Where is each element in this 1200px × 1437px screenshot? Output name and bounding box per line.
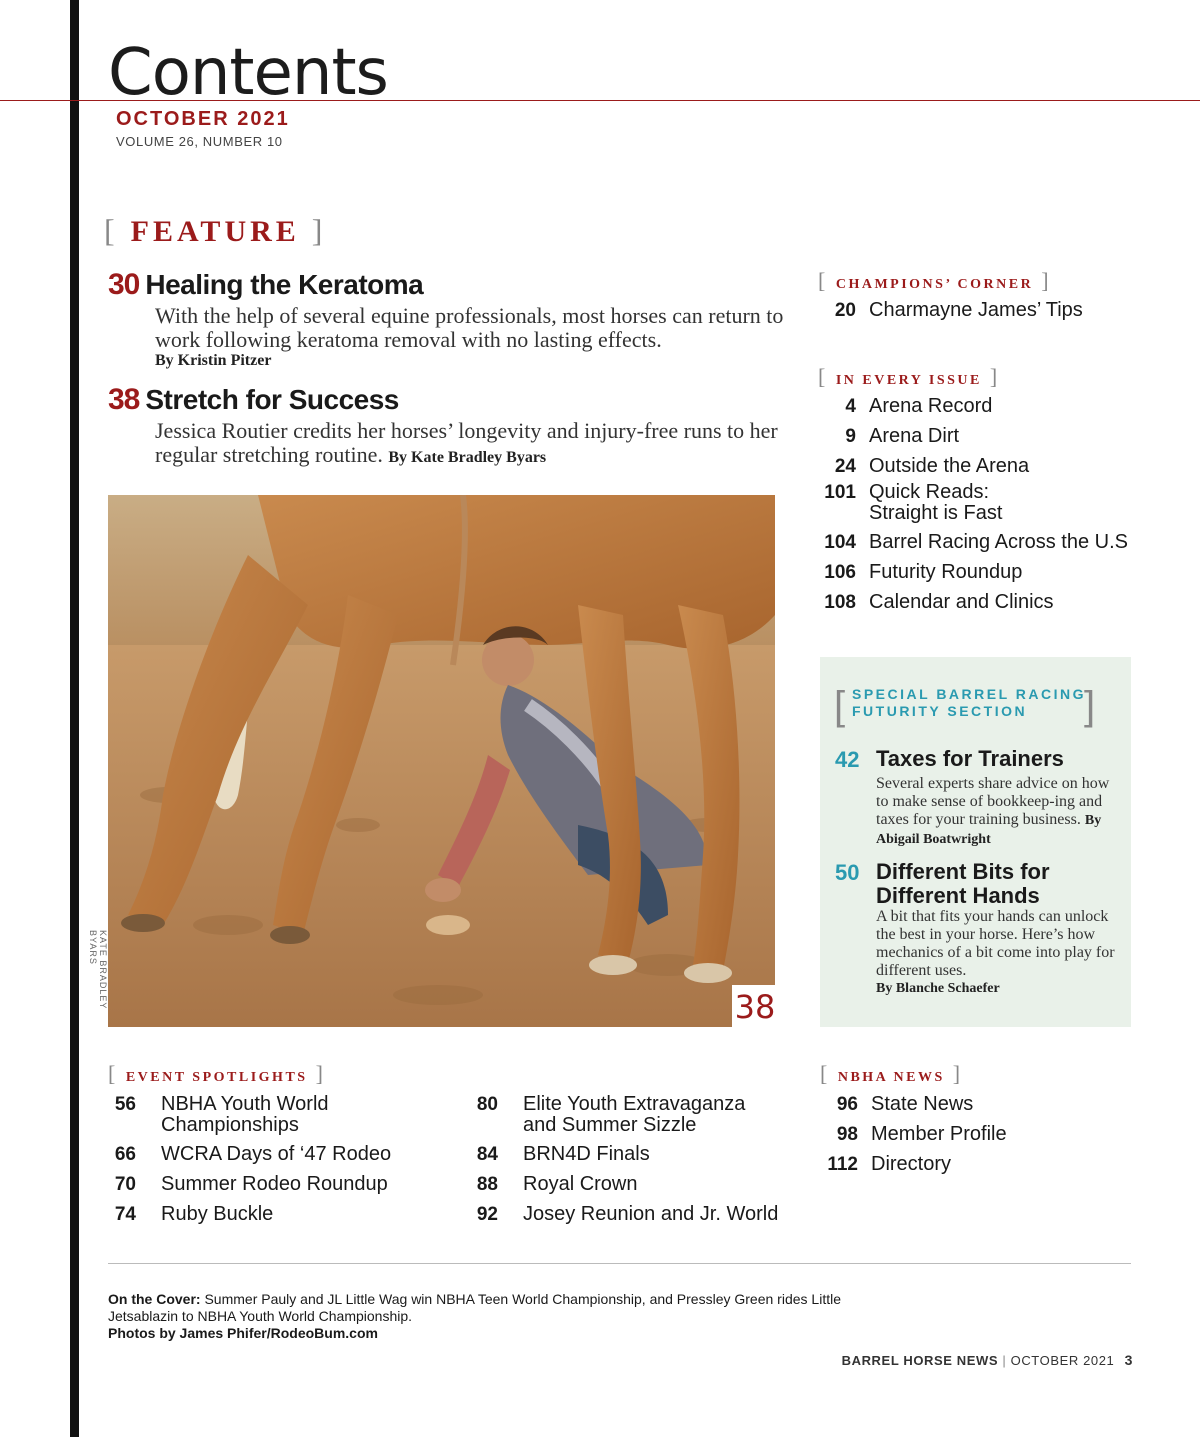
feature-page-number: 38 — [108, 383, 140, 416]
toc-entry[interactable] — [820, 300, 1140, 321]
feature-photo[interactable] — [108, 495, 775, 1027]
toc-title: Directory — [871, 1153, 952, 1175]
champions-corner-list — [820, 300, 1140, 321]
toc-page-number: 80 — [476, 1094, 498, 1115]
toc-title: Member Profile — [871, 1123, 1007, 1145]
footer-bar: BARREL HORSE NEWS | OCTOBER 2021 3 — [841, 1352, 1133, 1368]
toc-title: Barrel Racing Across the U.S — [869, 531, 1128, 553]
event-spotlights-col1 — [108, 1094, 458, 1234]
special-section-label: [ SPECIAL BARREL RACING FUTURITY SECTION ] — [834, 684, 1098, 728]
spacer — [800, 1052, 801, 1053]
feature-item[interactable] — [108, 268, 788, 370]
toc-page-number: 9 — [845, 426, 856, 447]
page-spine-bar — [70, 0, 79, 1437]
footer-magazine: BARREL HORSE NEWS — [841, 1353, 999, 1368]
toc-page-number: 101 — [824, 482, 856, 503]
page-title: Contents — [108, 36, 388, 110]
toc-page-number: 4 — [845, 396, 856, 417]
toc-title: Summer Rodeo Roundup — [161, 1173, 388, 1195]
toc-entry[interactable] — [108, 1144, 458, 1174]
toc-entry[interactable] — [822, 1124, 1122, 1154]
cover-text: Summer Pauly and JL Little Wag win NBHA Teen World Championship, and Pressley Green rides Little Jetsablazin to NBHA Youth World Championship. — [108, 1291, 841, 1324]
issue-date: OCTOBER 2021 — [116, 108, 290, 130]
in-every-issue-label: [ IN EVERY ISSUE ] — [818, 364, 1000, 389]
toc-entry[interactable] — [820, 426, 1150, 456]
toc-page-number: 112 — [827, 1154, 858, 1175]
toc-entry[interactable] — [108, 1174, 458, 1204]
toc-entry[interactable] — [820, 562, 1150, 592]
toc-title: Ruby Buckle — [161, 1203, 274, 1225]
nbha-news-list — [822, 1094, 1122, 1184]
special-byline: By Abigail Boatwright — [876, 813, 1102, 847]
toc-title: Charmayne James’ Tips — [869, 299, 1083, 321]
toc-page-number: 66 — [114, 1144, 136, 1165]
feature-byline: By Kate Bradley Byars — [388, 449, 547, 466]
toc-page-number: 104 — [824, 532, 856, 553]
toc-entry[interactable] — [470, 1174, 790, 1204]
toc-title-line2: and Summer Sizzle — [523, 1114, 697, 1136]
event-spotlights-col2 — [470, 1094, 790, 1234]
special-item[interactable] — [835, 860, 1125, 998]
toc-title: Josey Reunion and Jr. World — [523, 1203, 779, 1225]
toc-page-number: 74 — [114, 1204, 136, 1225]
toc-page-number: 88 — [476, 1174, 498, 1195]
special-page-number: 50 — [835, 860, 860, 885]
toc-title: State News — [871, 1093, 974, 1115]
toc-entry[interactable] — [108, 1204, 458, 1234]
toc-entry[interactable] — [820, 592, 1150, 622]
footer-issue: OCTOBER 2021 — [1010, 1353, 1115, 1368]
toc-title: Arena Dirt — [869, 425, 960, 447]
toc-title: Outside the Arena — [869, 455, 1030, 477]
toc-title-line2: Championships — [161, 1114, 299, 1136]
feature-byline: By Kristin Pitzer — [155, 352, 272, 369]
toc-title: Arena Record — [869, 395, 993, 417]
toc-title: Royal Crown — [523, 1173, 638, 1195]
toc-entry[interactable] — [822, 1094, 1122, 1124]
toc-page-number: 20 — [834, 300, 856, 321]
toc-entry[interactable] — [108, 1094, 458, 1144]
toc-page-number: 108 — [824, 592, 856, 613]
toc-page-number: 106 — [824, 562, 856, 583]
special-description: A bit that fits your hands can unlock the best in your horse. Here’s how mechanics of a bit come into play for different uses. — [876, 908, 1115, 979]
special-page-number: 42 — [835, 747, 860, 772]
toc-entry[interactable] — [820, 482, 1150, 532]
toc-entry[interactable] — [470, 1094, 790, 1144]
cover-photo-credit: Photos by James Phifer/RodeoBum.com — [108, 1325, 378, 1341]
photo-credit: KATE BRADLEY BYARS — [88, 930, 108, 1010]
special-title: Taxes for Trainers — [876, 746, 1064, 771]
toc-title: Calendar and Clinics — [869, 591, 1054, 613]
toc-title: Futurity Roundup — [869, 561, 1023, 583]
volume-number: VOLUME 26, NUMBER 10 — [116, 134, 283, 149]
nbha-news-label: [ NBHA NEWS ] — [820, 1061, 963, 1086]
toc-entry[interactable] — [470, 1144, 790, 1174]
toc-entry[interactable] — [470, 1204, 790, 1234]
toc-title: Quick Reads: — [869, 481, 990, 503]
toc-title: Elite Youth Extravaganza — [523, 1093, 746, 1115]
cover-divider — [108, 1263, 1131, 1264]
toc-title-line2: Straight is Fast — [869, 502, 1003, 524]
toc-entry[interactable] — [820, 456, 1150, 482]
feature-description: Jessica Routier credits her horses’ longevity and injury-free runs to her regular stretching routine. — [155, 418, 778, 467]
toc-title: WCRA Days of ‘47 Rodeo — [161, 1143, 392, 1165]
feature-section-label: [ FEATURE ] — [104, 212, 327, 248]
toc-page-number: 24 — [834, 456, 856, 477]
toc-page-number: 70 — [114, 1174, 136, 1195]
toc-page-number: 92 — [476, 1204, 498, 1225]
cover-note — [108, 1291, 908, 1342]
toc-title: BRN4D Finals — [523, 1143, 650, 1165]
photo-page-number: 38 — [732, 985, 778, 1027]
toc-page-number: 98 — [836, 1124, 858, 1145]
in-every-issue-list — [820, 396, 1150, 622]
special-description: Several experts share advice on how to make sense of bookkeep-ing and taxes for your training business. — [876, 775, 1110, 828]
special-byline: By Blanche Schaefer — [876, 981, 1000, 996]
special-item[interactable] — [835, 747, 1125, 849]
footer-page-number: 3 — [1124, 1352, 1133, 1368]
feature-page-number: 30 — [108, 268, 140, 301]
toc-page-number: 84 — [476, 1144, 498, 1165]
event-spotlights-label: [ EVENT SPOTLIGHTS ] — [108, 1061, 326, 1086]
toc-title: NBHA Youth World — [161, 1093, 329, 1115]
horse-stretch-photo — [108, 495, 775, 1027]
special-title: Different Bits for Different Hands — [876, 859, 1050, 908]
champions-corner-label: [ CHAMPIONS’ CORNER ] — [818, 268, 1052, 293]
cover-lead: On the Cover: — [108, 1291, 201, 1307]
toc-page-number: 96 — [836, 1094, 858, 1115]
feature-item[interactable] — [108, 383, 788, 470]
toc-entry[interactable] — [822, 1154, 1122, 1184]
feature-title[interactable]: Healing the Keratoma — [145, 269, 424, 300]
toc-entry[interactable] — [820, 532, 1150, 562]
toc-page-number: 56 — [114, 1094, 136, 1115]
toc-entry[interactable] — [820, 396, 1150, 426]
feature-title[interactable]: Stretch for Success — [145, 384, 399, 415]
feature-description: With the help of several equine professionals, most horses can return to work following keratoma removal with no lasting effects. — [155, 303, 784, 352]
